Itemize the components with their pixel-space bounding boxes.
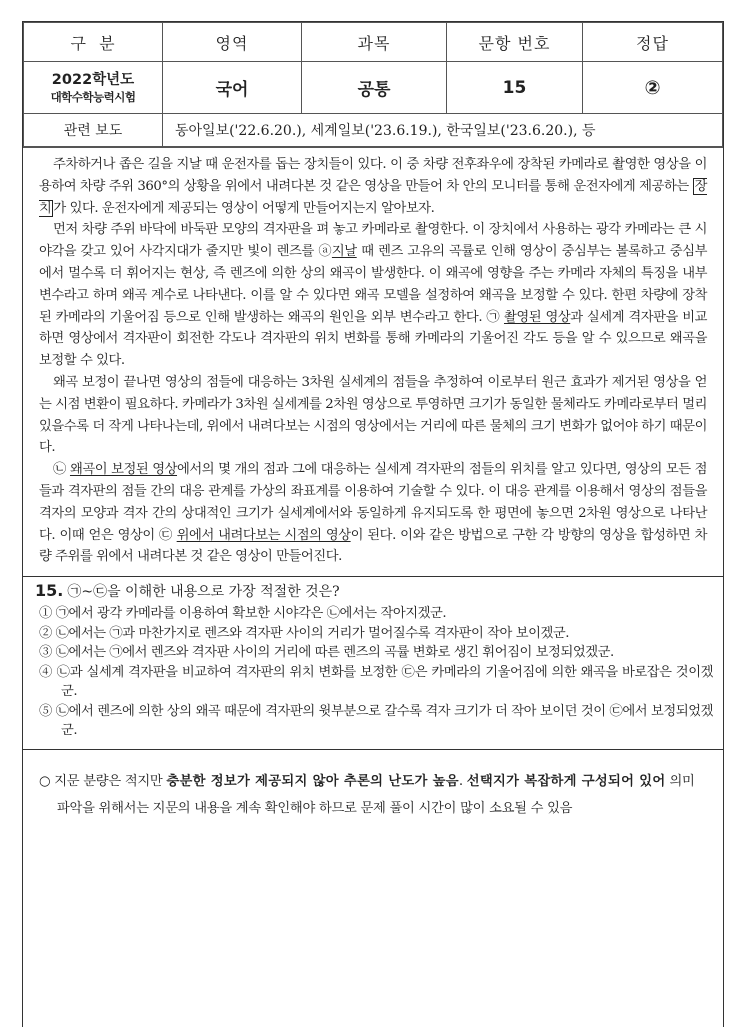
bullet-icon: ○ bbox=[39, 773, 51, 789]
question-block bbox=[23, 576, 723, 749]
choice-5: ⑤ ㉡에서 렌즈에 의한 상의 왜곡 때문에 격자판의 윗부분으로 갈수록 격자 크기가 더 작아 보이던 것이 ㉢에서 보정되었겠군. bbox=[39, 703, 713, 739]
passage-text: 가 있다. 운전자에게 제공되는 영상이 어떻게 만들어지는지 알아보자. bbox=[53, 200, 435, 216]
choice-1: ① ㉠에서 광각 카메라를 이용하여 확보한 시야각은 ㉡에서는 작아지겠군. bbox=[39, 606, 447, 622]
underlined-phrase-1: 촬영된 영상 bbox=[503, 309, 571, 325]
question-stem-line bbox=[35, 581, 713, 601]
marker-3: ㉢ bbox=[159, 527, 177, 543]
exam-name: 대학수학능력시험 bbox=[50, 89, 136, 104]
related-row bbox=[24, 114, 723, 147]
underlined-phrase-2: 왜곡이 보정된 영상 bbox=[69, 462, 178, 478]
commentary-text: . bbox=[458, 773, 467, 789]
passage-paragraph-2 bbox=[39, 219, 707, 372]
passage-text: 에서의 몇 개의 점과 그에 대응하는 실세계 격자판의 점들의 위치를 알고 있다면, 영상의 모든 점들과 격자판의 점들 간의 대응 관계를 가상의 좌표계를 이용하여 기술할 수 있다. 이 대응 관계를 이용해서 영상의 점들을 격자의 모양과 격자 간의 상대적인 크기가 실세계에서와 동일하게 유지되도록 한 평면에 놓으면 2차원 영상으로 나타난다. 이때 얻은 영상이 bbox=[39, 462, 708, 543]
underlined-word-a: 지날 bbox=[331, 244, 357, 260]
choice-2: ② ㉡에서는 ㉠과 마찬가지로 렌즈와 격자판 사이의 거리가 멀어질수록 격자판이 작아 보이겠군. bbox=[39, 625, 570, 641]
passage-paragraph-3: 왜곡 보정이 끝나면 영상의 점들에 대응하는 3차원 실세계의 점들을 추정하여 이로부터 원근 효과가 제거된 영상을 얻는 시점 변환이 필요하다. 카메라가 3차원 실세계를 2차원 영상으로 투영하면 크기가 동일한 물체라도 카메라로부터 멀리 있을수록 더 작게 나타나는데, 위에서 내려다보는 시점의 영상에서는 거리에 따른 물체의 크기 변화가 없어야 하기 때문이다. bbox=[39, 374, 707, 456]
commentary-bold-2: 선택지가 복잡하게 구성되어 있어 bbox=[466, 773, 666, 789]
header-row bbox=[24, 23, 723, 62]
question-number-value: 15 bbox=[447, 62, 583, 114]
header-question-number: 문항 번호 bbox=[447, 23, 583, 62]
passage-text: 먼저 차량 주위 바닥에 바둑판 모양의 격자판을 펴 놓고 카메라로 촬영한다. 이 장치에서 사용하는 광각 카메라는 큰 시야각을 갖고 있어 사각지대가 줄지만 빛이 렌즈를 bbox=[39, 222, 707, 260]
document-frame bbox=[22, 21, 724, 1027]
exam-year: 2022학년도 bbox=[51, 71, 135, 88]
underlined-phrase-3: 위에서 내려다보는 시점의 영상 bbox=[176, 527, 351, 543]
header-answer: 정답 bbox=[583, 23, 723, 62]
subject-value: 공통 bbox=[302, 62, 447, 114]
area-value: 국어 bbox=[163, 62, 302, 114]
passage-text: 때 렌즈 고유의 곡률로 인해 영상이 중심부는 볼록하고 중심부에서 멀수록 더 휘어지는 현상, 즉 렌즈에 의한 상의 왜곡이 발생한다. 이 왜곡에 영향을 주는 카메라 자체의 특징을 내부 변수라고 하며 왜곡 계수로 나타낸다. 이를 알 수 있다면 왜곡 모델을 설정하여 왜곡을 보정할 수 있다. 한편 차량에 장착된 카메라의 기울어짐 등으로 인해 발생하는 왜곡의 원인을 외부 변수라고 한다. bbox=[39, 244, 707, 325]
passage-text: 주차하거나 좁은 길을 지날 때 운전자를 돕는 장치들이 있다. 이 중 차량 전후좌우에 장착된 카메라로 촬영한 영상을 이용하여 차량 주위 360°의 상황을 위에서 내려다본 것 같은 영상을 만들어 차 안의 모니터를 통해 운전자에게 제공하는 bbox=[39, 157, 707, 194]
boxed-term: 장치 bbox=[39, 178, 707, 216]
commentary-text: 지문 분량은 적지만 bbox=[54, 773, 167, 789]
commentary-bold-1: 충분한 정보가 제공되지 않아 추론의 난도가 높음 bbox=[166, 773, 459, 789]
marker-2: ㉡ bbox=[53, 462, 70, 478]
commentary-item bbox=[37, 768, 709, 822]
info-table bbox=[23, 22, 723, 147]
passage-paragraph-1 bbox=[39, 154, 707, 219]
passage-text: 과 실세계 격자판을 비교하면 영상에서 격자판이 회전한 각도나 격자판의 위치 변화를 통해 카메라의 기울어진 각도 등을 알 수 있으므로 왜곡을 보정할 수 있다. bbox=[39, 309, 707, 369]
header-subject: 과목 bbox=[302, 23, 447, 62]
marker-a: ⓐ bbox=[318, 244, 332, 260]
header-category: 구 분 bbox=[24, 23, 163, 62]
answer-value: ② bbox=[583, 62, 723, 114]
commentary-text: 의미 파악을 위해서는 지문의 내용을 계속 확인해야 하므로 문제 풀이 시간이 많이 소요될 수 있음 bbox=[57, 773, 695, 816]
passage-paragraph-4 bbox=[39, 459, 707, 568]
related-label: 관련 보도 bbox=[24, 114, 163, 147]
header-area: 영역 bbox=[163, 23, 302, 62]
related-news: 동아일보('22.6.20.), 세계일보('23.6.19.), 한국일보('23.6.20.), 등 bbox=[163, 114, 723, 147]
choice-4: ④ ㉡과 실세계 격자판을 비교하여 격자판의 위치 변화를 보정한 ㉢은 카메라의 기울어짐에 의한 왜곡을 바로잡은 것이겠군. bbox=[39, 664, 713, 700]
reading-passage bbox=[23, 147, 723, 576]
value-row bbox=[24, 62, 723, 114]
choice-3: ③ ㉡에서는 ㉠에서 렌즈와 격자판 사이의 거리에 따른 렌즈의 곡률 변화로 생긴 휘어짐이 보정되었겠군. bbox=[39, 645, 614, 661]
commentary-block bbox=[23, 749, 723, 822]
exam-year-cell bbox=[24, 62, 163, 114]
question-number: 15. bbox=[35, 581, 64, 601]
marker-1: ㉠ bbox=[486, 309, 504, 325]
question-stem: ㉠~㉢을 이해한 내용으로 가장 적절한 것은? bbox=[67, 584, 340, 601]
passage-text: 이 된다. 이와 같은 방법으로 구한 각 방향의 영상을 합성하면 차량 주위를 위에서 내려다본 것 같은 영상이 만들어진다. bbox=[39, 527, 707, 565]
